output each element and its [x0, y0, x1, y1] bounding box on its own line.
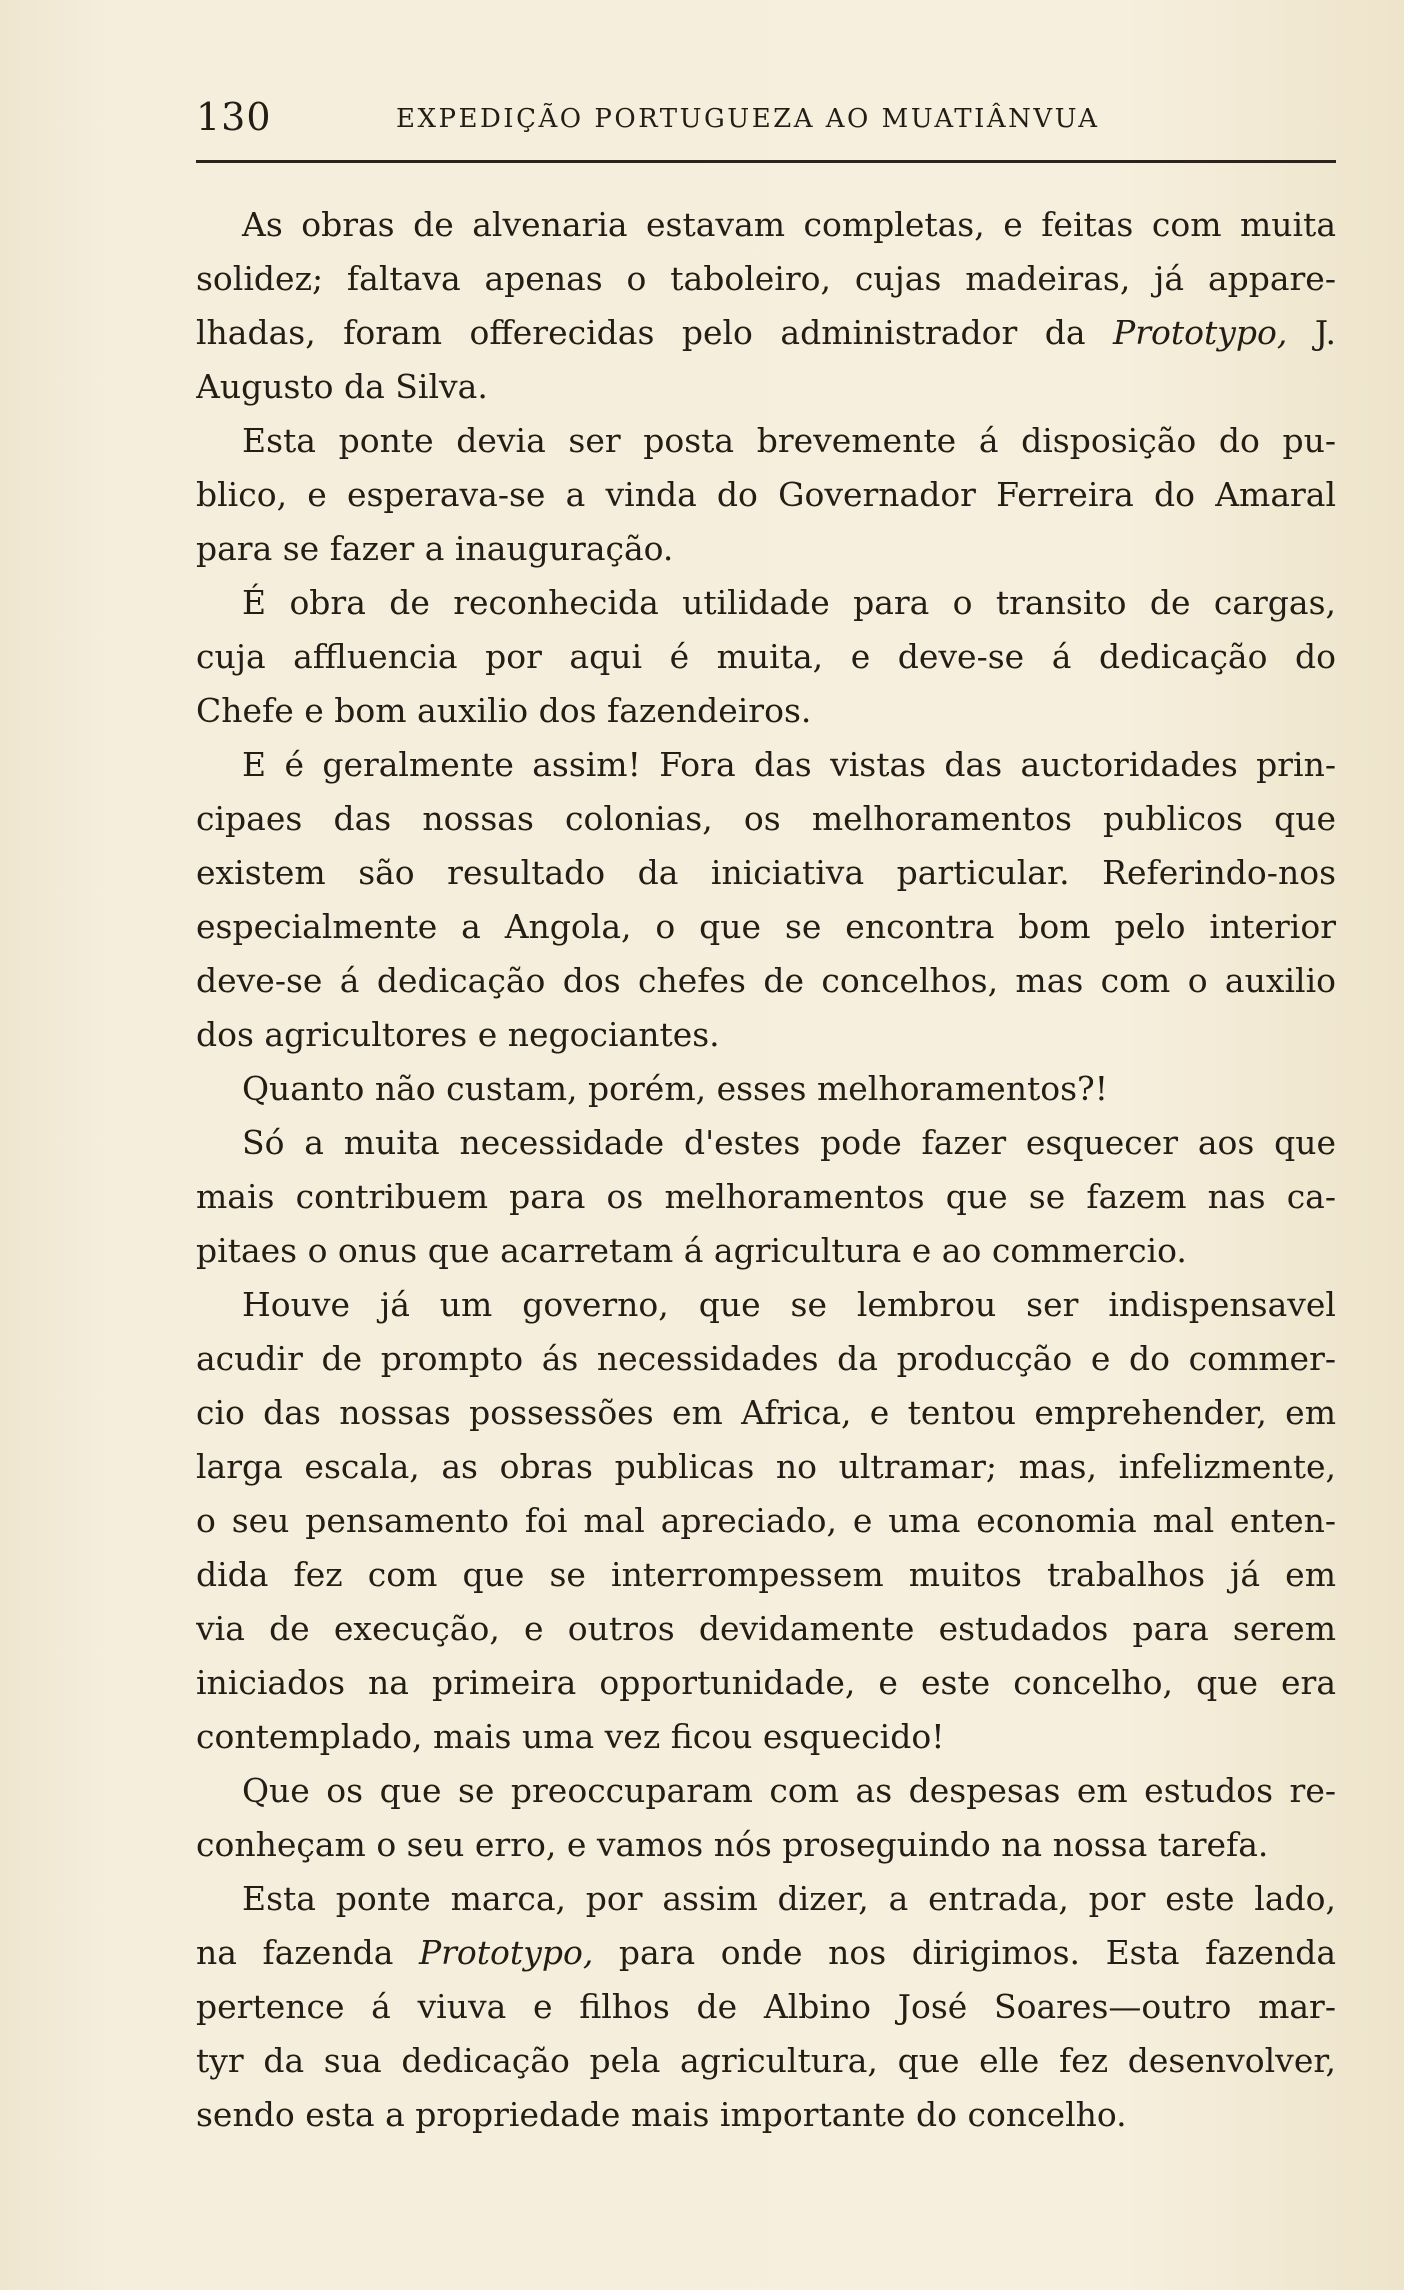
header-rule [196, 160, 1336, 163]
text-line: existem são resultado da iniciativa particular. Referindo-nos [196, 853, 1336, 892]
text-line: Esta ponte devia ser posta brevemente á disposição do pu- [242, 421, 1336, 460]
text-line: especialmente a Angola, o que se encontra bom pelo interior [196, 907, 1336, 946]
page-number: 130 [196, 95, 272, 139]
running-title: EXPEDIÇÃO PORTUGUEZA AO MUATIÂNVUA [396, 104, 1100, 134]
text-line: na fazenda Prototypo, para onde nos dirigimos. Esta fazenda [196, 1933, 1336, 1972]
page-header [196, 92, 1336, 142]
text-line: acudir de prompto ás necessidades da producção e do commer- [196, 1339, 1336, 1378]
text-line: conheçam o seu erro, e vamos nós proseguindo na nossa tarefa. [196, 1825, 1269, 1864]
text-line: via de execução, e outros devidamente estudados para serem [196, 1609, 1336, 1648]
text-line: solidez; faltava apenas o taboleiro, cujas madeiras, já appare- [196, 259, 1336, 298]
text-line: cio das nossas possessões em Africa, e tentou emprehender, em [196, 1393, 1336, 1432]
text-line: Esta ponte marca, por assim dizer, a entrada, por este lado, [242, 1879, 1336, 1918]
text-line: Quanto não custam, porém, esses melhoramentos?! [242, 1069, 1108, 1108]
text-line: blico, e esperava-se a vinda do Governador Ferreira do Amaral [196, 475, 1336, 514]
text-line: contemplado, mais uma vez ficou esquecido! [196, 1717, 945, 1756]
text-line: Chefe e bom auxilio dos fazendeiros. [196, 691, 812, 730]
text-line: É obra de reconhecida utilidade para o transito de cargas, [242, 583, 1336, 622]
text-line: Que os que se preoccuparam com as despesas em estudos re- [242, 1771, 1336, 1810]
text-line: cipaes das nossas colonias, os melhoramentos publicos que [196, 799, 1336, 838]
text-line: As obras de alvenaria estavam completas, e feitas com muita [242, 205, 1336, 244]
text-line: lhadas, foram offerecidas pelo administrador da Prototypo, J. [196, 313, 1336, 352]
text-line: dida fez com que se interrompessem muitos trabalhos já em [196, 1555, 1336, 1594]
text-line: larga escala, as obras publicas no ultramar; mas, infelizmente, [196, 1447, 1336, 1486]
text-line: o seu pensamento foi mal apreciado, e uma economia mal enten- [196, 1501, 1336, 1540]
text-line: para se fazer a inauguração. [196, 529, 674, 568]
text-line: iniciados na primeira opportunidade, e este concelho, que era [196, 1663, 1336, 1702]
text-line: cuja affluencia por aqui é muita, e deve-se á dedicação do [196, 637, 1336, 676]
text-line: dos agricultores e negociantes. [196, 1015, 720, 1054]
text-line: pitaes o onus que acarretam á agricultura e ao commercio. [196, 1231, 1187, 1270]
text-line: pertence á viuva e filhos de Albino José Soares—outro mar- [196, 1987, 1336, 2026]
text-line: Houve já um governo, que se lembrou ser indispensavel [242, 1285, 1336, 1324]
text-line: E é geralmente assim! Fora das vistas das auctoridades prin- [242, 745, 1336, 784]
body-text [196, 198, 1336, 2142]
text-line: Só a muita necessidade d'estes pode fazer esquecer aos que [242, 1123, 1336, 1162]
text-line: sendo esta a propriedade mais importante do concelho. [196, 2095, 1127, 2134]
text-line: mais contribuem para os melhoramentos que se fazem nas ca- [196, 1177, 1336, 1216]
text-line: tyr da sua dedicação pela agricultura, que elle fez desenvolver, [196, 2041, 1336, 2080]
text-line: Augusto da Silva. [196, 367, 488, 406]
text-line: deve-se á dedicação dos chefes de concelhos, mas com o auxilio [196, 961, 1336, 1000]
